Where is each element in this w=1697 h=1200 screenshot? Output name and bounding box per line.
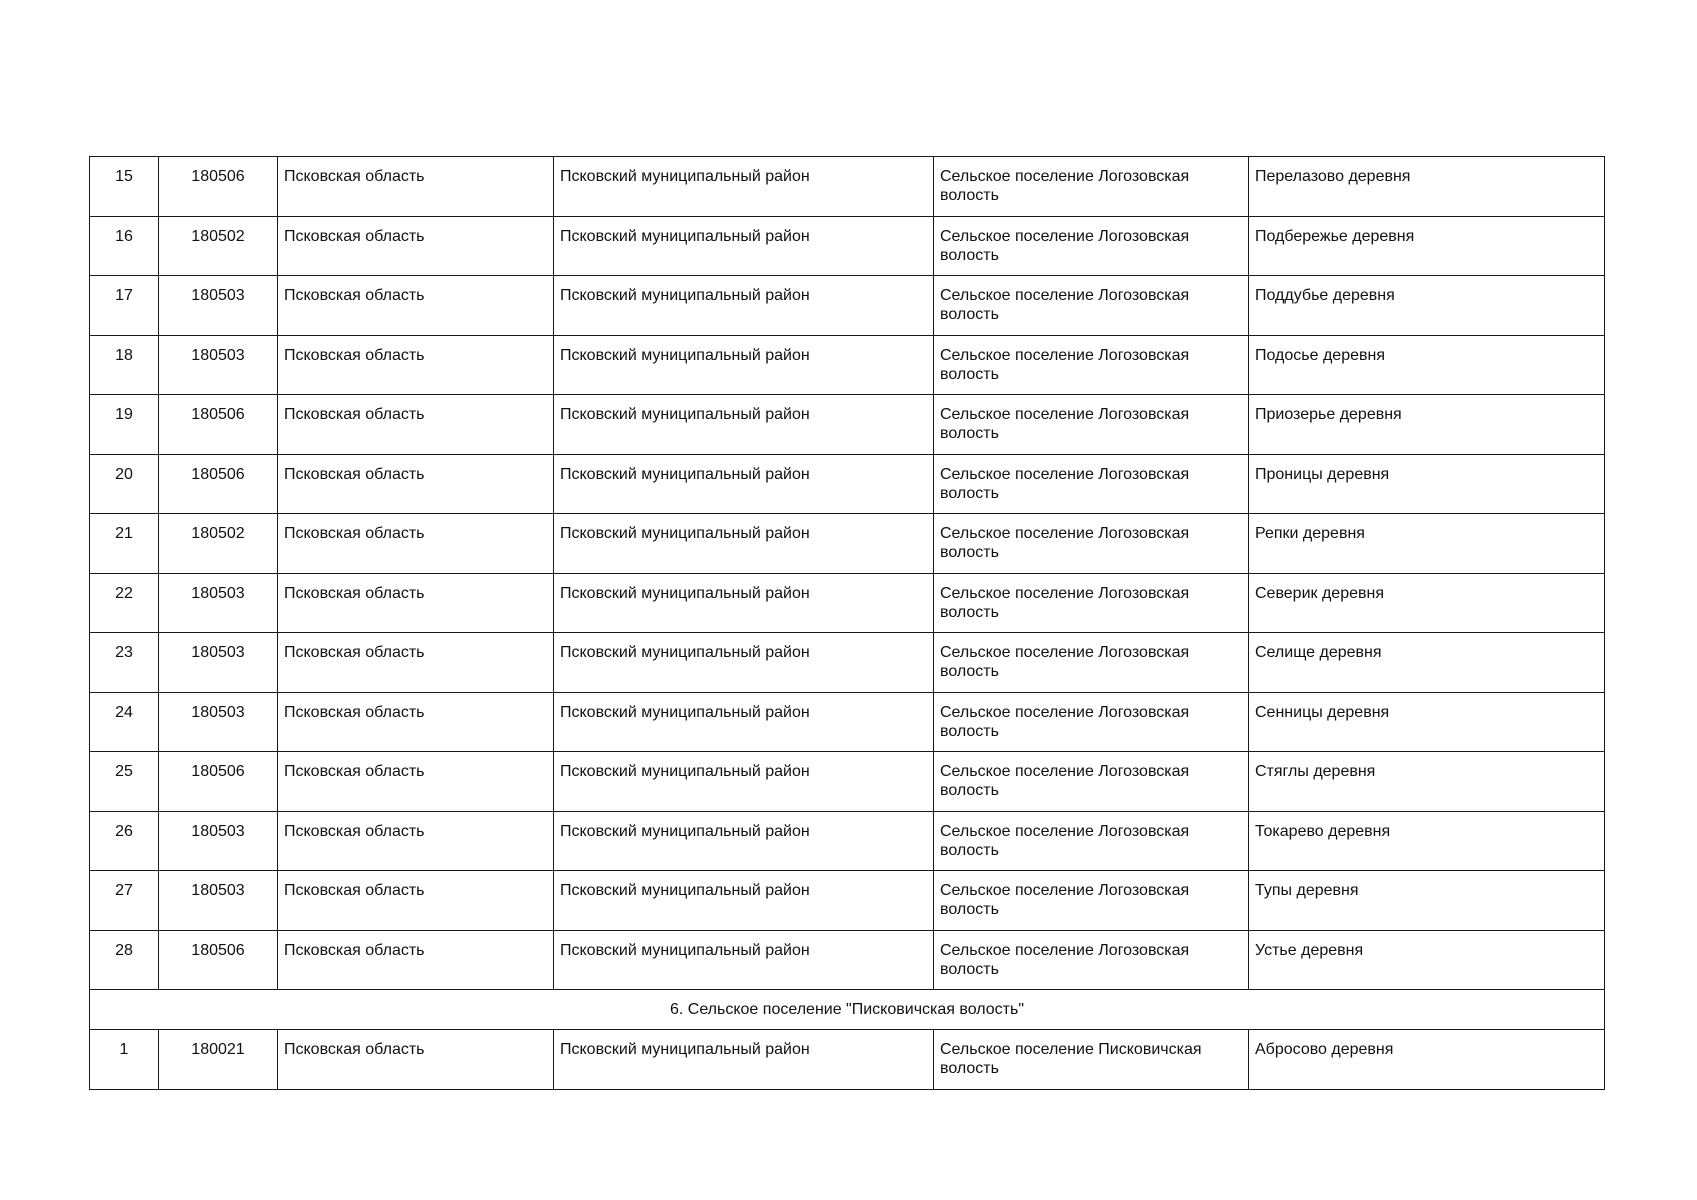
locality-cell: Сенницы деревня xyxy=(1249,692,1605,752)
region-cell: Псковская область xyxy=(278,930,554,990)
code-cell: 180503 xyxy=(159,335,278,395)
settlement-cell: Сельское поселение Логозовская волость xyxy=(934,573,1249,633)
row-number-cell: 24 xyxy=(90,692,159,752)
district-cell: Псковский муниципальный район xyxy=(554,454,934,514)
district-cell: Псковский муниципальный район xyxy=(554,871,934,931)
table-row xyxy=(90,454,1605,514)
table-row xyxy=(90,811,1605,871)
locality-cell: Селище деревня xyxy=(1249,633,1605,693)
settlement-cell: Сельское поселение Логозовская волость xyxy=(934,752,1249,812)
table-row xyxy=(90,752,1605,812)
region-cell: Псковская область xyxy=(278,573,554,633)
table-row xyxy=(90,335,1605,395)
locality-cell: Поддубье деревня xyxy=(1249,276,1605,336)
settlement-cell: Сельское поселение Логозовская волость xyxy=(934,216,1249,276)
locality-cell: Проницы деревня xyxy=(1249,454,1605,514)
table-row xyxy=(90,1030,1605,1090)
row-number-cell: 15 xyxy=(90,157,159,217)
settlements-table xyxy=(89,156,1605,1090)
region-cell: Псковская область xyxy=(278,1030,554,1090)
district-cell: Псковский муниципальный район xyxy=(554,573,934,633)
code-cell: 180502 xyxy=(159,216,278,276)
locality-cell: Токарево деревня xyxy=(1249,811,1605,871)
code-cell: 180503 xyxy=(159,871,278,931)
code-cell: 180506 xyxy=(159,752,278,812)
settlement-cell: Сельское поселение Логозовская волость xyxy=(934,692,1249,752)
locality-cell: Подосье деревня xyxy=(1249,335,1605,395)
region-cell: Псковская область xyxy=(278,811,554,871)
settlement-cell: Сельское поселение Логозовская волость xyxy=(934,276,1249,336)
row-number-cell: 1 xyxy=(90,1030,159,1090)
settlement-cell: Сельское поселение Логозовская волость xyxy=(934,633,1249,693)
district-cell: Псковский муниципальный район xyxy=(554,276,934,336)
table-row xyxy=(90,276,1605,336)
region-cell: Псковская область xyxy=(278,514,554,574)
row-number-cell: 21 xyxy=(90,514,159,574)
row-number-cell: 25 xyxy=(90,752,159,812)
section-heading: 6. Сельское поселение "Писковичская волость" xyxy=(90,990,1605,1030)
row-number-cell: 27 xyxy=(90,871,159,931)
district-cell: Псковский муниципальный район xyxy=(554,811,934,871)
table-row xyxy=(90,930,1605,990)
table-row xyxy=(90,216,1605,276)
settlement-cell: Сельское поселение Логозовская волость xyxy=(934,395,1249,455)
region-cell: Псковская область xyxy=(278,157,554,217)
table-row xyxy=(90,692,1605,752)
locality-cell: Северик деревня xyxy=(1249,573,1605,633)
region-cell: Псковская область xyxy=(278,216,554,276)
region-cell: Псковская область xyxy=(278,454,554,514)
locality-cell: Репки деревня xyxy=(1249,514,1605,574)
district-cell: Псковский муниципальный район xyxy=(554,1030,934,1090)
code-cell: 180502 xyxy=(159,514,278,574)
district-cell: Псковский муниципальный район xyxy=(554,930,934,990)
district-cell: Псковский муниципальный район xyxy=(554,395,934,455)
code-cell: 180503 xyxy=(159,811,278,871)
locality-cell: Устье деревня xyxy=(1249,930,1605,990)
settlement-cell: Сельское поселение Логозовская волость xyxy=(934,811,1249,871)
region-cell: Псковская область xyxy=(278,871,554,931)
locality-cell: Стяглы деревня xyxy=(1249,752,1605,812)
row-number-cell: 26 xyxy=(90,811,159,871)
settlement-cell: Сельское поселение Логозовская волость xyxy=(934,514,1249,574)
code-cell: 180506 xyxy=(159,930,278,990)
code-cell: 180021 xyxy=(159,1030,278,1090)
locality-cell: Тупы деревня xyxy=(1249,871,1605,931)
settlement-cell: Сельское поселение Логозовская волость xyxy=(934,335,1249,395)
row-number-cell: 16 xyxy=(90,216,159,276)
district-cell: Псковский муниципальный район xyxy=(554,752,934,812)
row-number-cell: 22 xyxy=(90,573,159,633)
code-cell: 180506 xyxy=(159,395,278,455)
table-row xyxy=(90,514,1605,574)
section-heading-row xyxy=(90,990,1605,1030)
table-row xyxy=(90,871,1605,931)
region-cell: Псковская область xyxy=(278,276,554,336)
region-cell: Псковская область xyxy=(278,692,554,752)
settlement-cell: Сельское поселение Логозовская волость xyxy=(934,930,1249,990)
district-cell: Псковский муниципальный район xyxy=(554,157,934,217)
region-cell: Псковская область xyxy=(278,335,554,395)
district-cell: Псковский муниципальный район xyxy=(554,633,934,693)
row-number-cell: 17 xyxy=(90,276,159,336)
code-cell: 180503 xyxy=(159,573,278,633)
row-number-cell: 23 xyxy=(90,633,159,693)
locality-cell: Перелазово деревня xyxy=(1249,157,1605,217)
settlement-cell: Сельское поселение Логозовская волость xyxy=(934,871,1249,931)
district-cell: Псковский муниципальный район xyxy=(554,692,934,752)
settlement-cell: Сельское поселение Логозовская волость xyxy=(934,454,1249,514)
code-cell: 180503 xyxy=(159,276,278,336)
region-cell: Псковская область xyxy=(278,395,554,455)
table-row xyxy=(90,633,1605,693)
locality-cell: Абросово деревня xyxy=(1249,1030,1605,1090)
district-cell: Псковский муниципальный район xyxy=(554,335,934,395)
region-cell: Псковская область xyxy=(278,752,554,812)
row-number-cell: 18 xyxy=(90,335,159,395)
table-row xyxy=(90,573,1605,633)
settlement-cell: Сельское поселение Логозовская волость xyxy=(934,157,1249,217)
table-row xyxy=(90,395,1605,455)
row-number-cell: 19 xyxy=(90,395,159,455)
table-body xyxy=(90,157,1605,1090)
code-cell: 180506 xyxy=(159,454,278,514)
code-cell: 180503 xyxy=(159,633,278,693)
row-number-cell: 20 xyxy=(90,454,159,514)
district-cell: Псковский муниципальный район xyxy=(554,216,934,276)
settlement-cell: Сельское поселение Писковичская волость xyxy=(934,1030,1249,1090)
code-cell: 180503 xyxy=(159,692,278,752)
locality-cell: Подбережье деревня xyxy=(1249,216,1605,276)
district-cell: Псковский муниципальный район xyxy=(554,514,934,574)
locality-cell: Приозерье деревня xyxy=(1249,395,1605,455)
region-cell: Псковская область xyxy=(278,633,554,693)
table-row xyxy=(90,157,1605,217)
code-cell: 180506 xyxy=(159,157,278,217)
row-number-cell: 28 xyxy=(90,930,159,990)
